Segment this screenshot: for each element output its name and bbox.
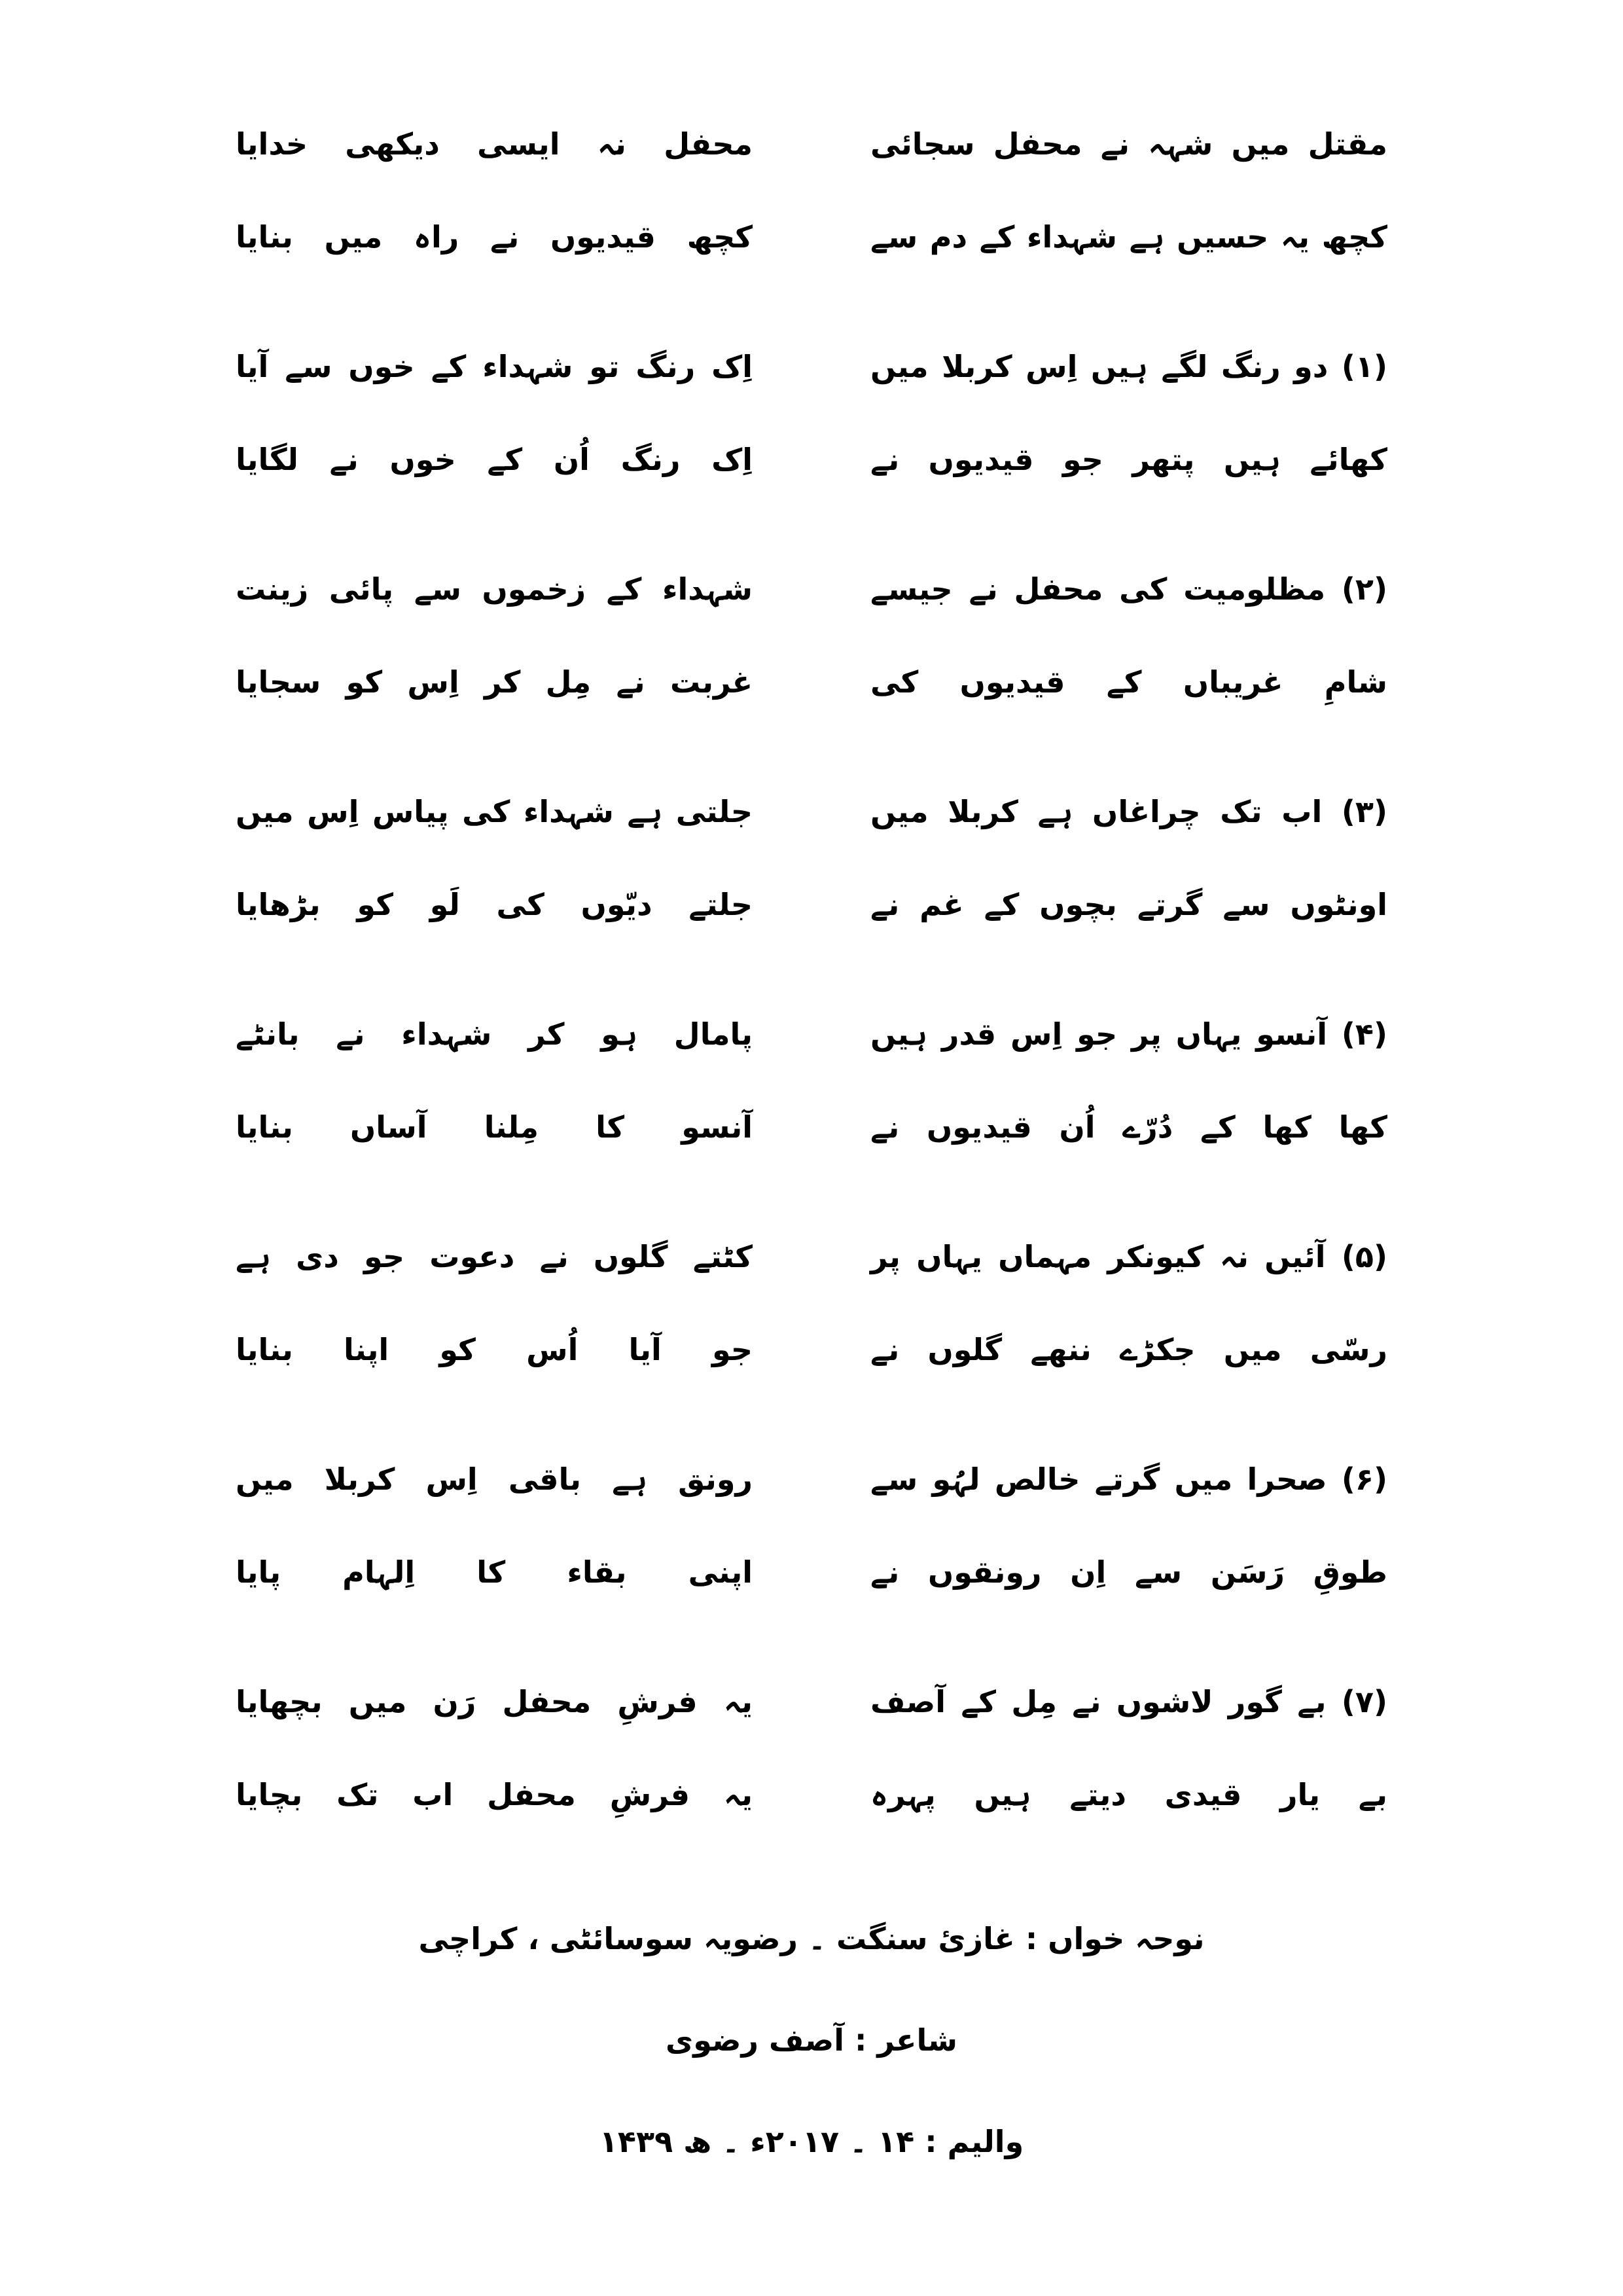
- first-hemistich: [870, 793, 1387, 831]
- verse-line: [236, 1749, 1387, 1842]
- hemistich-text: بے گور لاشوں نے مِل کے آصف: [870, 1684, 1327, 1720]
- second-hemistich: آنسو کا مِلنا آساں بنایا: [236, 1109, 753, 1145]
- first-hemistich: طوقِ رَسَن سے اِن رونقوں نے: [870, 1554, 1387, 1590]
- verse-line: [236, 859, 1387, 952]
- verse-line: [236, 1656, 1387, 1749]
- second-hemistich: محفل نہ ایسی دیکھی خدایا: [236, 126, 753, 162]
- second-hemistich: جو آیا اُس کو اپنا بنایا: [236, 1332, 753, 1368]
- hemistich-text: اب تک چراغاں ہے کربلا میں: [870, 794, 1323, 830]
- first-hemistich: کچھ یہ حسیں ہے شہداء کے دم سے: [870, 219, 1387, 255]
- second-hemistich: رونق ہے باقی اِس کربلا میں: [236, 1462, 753, 1498]
- second-hemistich: جلتے دیّوں کی لَو کو بڑھایا: [236, 887, 753, 923]
- stanza-number: (۲): [1341, 571, 1387, 607]
- verse-line: [236, 988, 1387, 1081]
- second-hemistich: کٹتے گلوں نے دعوت جو دی ہے: [236, 1239, 753, 1275]
- couplet-4: [236, 988, 1387, 1174]
- first-hemistich: [870, 1016, 1387, 1054]
- verse-line: [236, 1526, 1387, 1619]
- first-hemistich: اونٹوں سے گرتے بچوں کے غم نے: [870, 887, 1387, 923]
- couplet-matla: [236, 98, 1387, 284]
- second-hemistich: اِک رنگ اُن کے خوں نے لگایا: [236, 442, 753, 478]
- verse-line: [236, 414, 1387, 507]
- stanza-number: (۴): [1341, 1016, 1387, 1052]
- hemistich-text: مظلومیت کی محفل نے جیسے: [870, 571, 1326, 607]
- verse-line: [236, 1081, 1387, 1174]
- couplet-6: [236, 1433, 1387, 1619]
- second-hemistich: یہ فرشِ محفل رَن میں بچھایا: [236, 1684, 753, 1720]
- second-hemistich: کچھ قیدیوں نے راہ میں بنایا: [236, 219, 753, 255]
- first-hemistich: [870, 571, 1387, 609]
- stanza-number: (۳): [1341, 794, 1388, 830]
- verse-line: [236, 321, 1387, 414]
- footer: [0, 1888, 1623, 2192]
- verse-line: [236, 766, 1387, 859]
- couplet-7: [236, 1656, 1387, 1842]
- volume-line: والیم : ۱۴ ۔ ۲۰۱۷ء ۔ ھ ۱۴۳۹: [599, 2123, 1024, 2159]
- couplet-2: [236, 543, 1387, 729]
- first-hemistich: مقتل میں شہہ نے محفل سجائی: [870, 126, 1387, 162]
- hemistich-text: صحرا میں گرتے خالص لہُو سے: [870, 1462, 1327, 1498]
- second-hemistich: جلتی ہے شہداء کی پیاس اِس میں: [236, 794, 753, 830]
- hemistich-text: آئیں نہ کیونکر مہماں یہاں پر: [870, 1239, 1326, 1275]
- couplet-3: [236, 766, 1387, 952]
- verse-line: [236, 543, 1387, 636]
- verse-line: [236, 1433, 1387, 1526]
- second-hemistich: غربت نے مِل کر اِس کو سجایا: [236, 664, 753, 700]
- stanza-number: (۱): [1341, 349, 1387, 385]
- first-hemistich: رسّی میں جکڑے ننھے گلوں نے: [870, 1332, 1387, 1368]
- first-hemistich: کھا کھا کے دُرّے اُن قیدیوں نے: [870, 1109, 1387, 1145]
- hemistich-text: دو رنگ لگے ہیں اِس کربلا میں: [870, 349, 1329, 385]
- verse-line: [236, 1211, 1387, 1304]
- stanza-number: (۶): [1341, 1462, 1388, 1498]
- first-hemistich: کھائے ہیں پتھر جو قیدیوں نے: [870, 442, 1387, 478]
- couplet-5: [236, 1211, 1387, 1397]
- stanza-number: (۷): [1341, 1684, 1387, 1720]
- couplet-1: [236, 321, 1387, 507]
- verse-line: [236, 636, 1387, 729]
- verse-line: [236, 1304, 1387, 1397]
- verse-line: [236, 98, 1387, 191]
- second-hemistich: اپنی بقاء کا اِلہام پایا: [236, 1554, 753, 1590]
- second-hemistich: شہداء کے زخموں سے پائی زینت: [236, 571, 753, 607]
- hemistich-text: آنسو یہاں پر جو اِس قدر ہیں: [870, 1016, 1327, 1052]
- first-hemistich: [870, 348, 1387, 386]
- first-hemistich: شامِ غریباں کے قیدیوں کی: [870, 664, 1387, 700]
- second-hemistich: اِک رنگ تو شہداء کے خوں سے آیا: [236, 349, 753, 385]
- first-hemistich: [870, 1461, 1387, 1499]
- second-hemistich: پامال ہو کر شہداء نے بانٹے: [236, 1016, 753, 1052]
- first-hemistich: [870, 1683, 1387, 1721]
- first-hemistich: بے یار قیدی دیتے ہیں پہرہ: [870, 1777, 1387, 1813]
- first-hemistich: [870, 1238, 1387, 1276]
- noha-poem: [236, 0, 1387, 1842]
- poet-line: شاعر : آصف رضوی: [666, 2022, 957, 2058]
- stanza-number: (۵): [1341, 1239, 1387, 1275]
- second-hemistich: یہ فرشِ محفل اب تک بچایا: [236, 1777, 753, 1813]
- verse-line: [236, 191, 1387, 284]
- reciter-line: نوحہ خواں : غازیٔ سنگت ۔ رضویہ سوسائٹی ، کراچی: [418, 1920, 1205, 1956]
